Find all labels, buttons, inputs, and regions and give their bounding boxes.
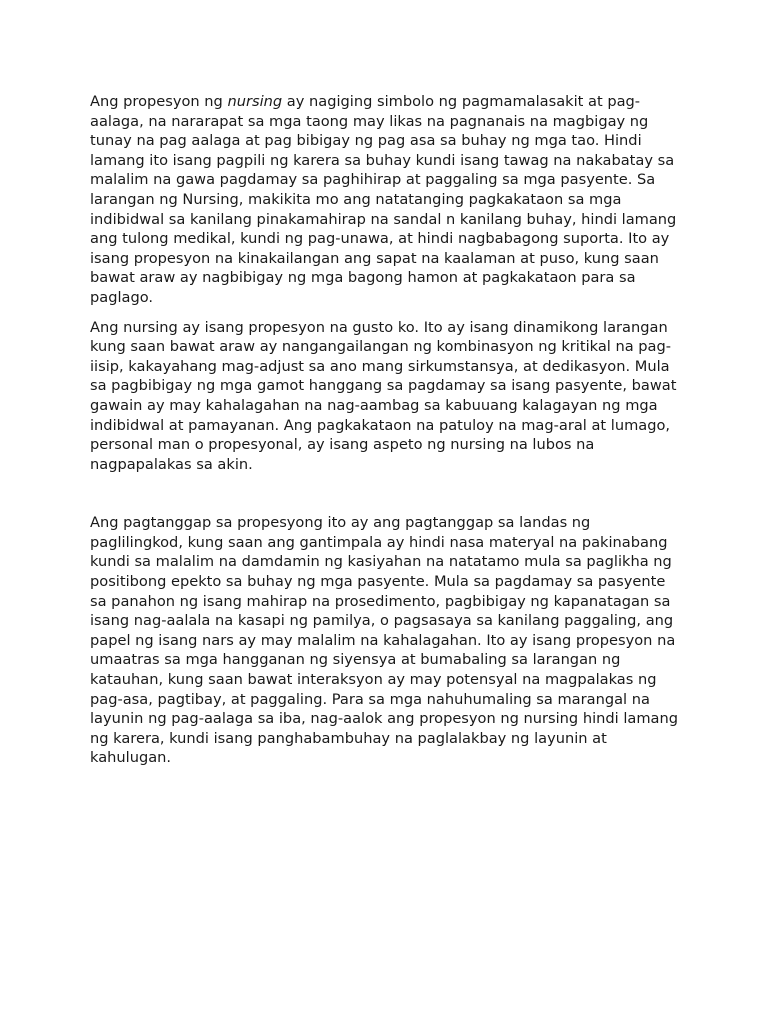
paragraph-2: Ang nursing ay isang propesyon na gusto ko. Ito ay isang dinamikong larangan kung saan bawat araw ay nangangailangan ng kombinasyon ng kritikal na pag-iisip, kakayahang mag-adjust sa ano mang sirkumstansya, at dedikasyon. Mula sa pagbibigay ng mga gamot hanggang sa pagdamay sa isang pasyente, bawat gawain ay may kahalagahan na nag-aambag sa kabuuang kalagayan ng mga indibidwal at pamayanan. Ang pagkakataon na patuloy na mag-aral at lumago, personal man o propesyonal, ay isang aspeto ng nursing na lubos na nagpapalakas sa akin. xyxy=(90,318,677,473)
paragraph-1-emphasis: nursing xyxy=(227,93,283,110)
paragraph-1 xyxy=(90,92,678,308)
paragraph-1-lead: Ang propesyon ng xyxy=(90,93,228,110)
paragraph-3: Ang pagtanggap sa propesyong ito ay ang pagtanggap sa landas ng paglilingkod, kung saan ang gantimpala ay hindi nasa materyal na pakinabang kundi sa malalim na damdamin ng kasiyahan na natatamo mula sa paglikha ng positibong epekto sa buhay ng mga pasyente. Mula sa pagdamay sa pasyente sa panahon ng isang mahirap na prosedimento, pagbibigay ng kapanatagan sa isang nag-aalala na kasapi ng pamilya, o pagsasaya sa kanilang paggaling, ang papel ng isang nars ay may malalim na kahalagahan. Ito ay isang propesyon na umaatras sa mga hangganan ng siyensya at bumabaling sa larangan ng katauhan, kung saan bawat interaksyon ay may potensyal na magpalakas ng pag-asa, pagtibay, at paggaling. Para sa mga nahuhumaling sa marangal na layunin ng pag-aalaga sa iba, nag-aalok ang propesyon ng nursing hindi lamang ng karera, kundi isang panghabambuhay na paglalakbay ng layunin at kahulugan. xyxy=(90,514,679,767)
document-body xyxy=(90,92,678,768)
paragraph-1-rest: ay nagiging simbolo ng pagmamalasakit at pag-aalaga, na nararapat sa mga taong may likas na pagnanais na magbigay ng tunay na pag aalaga at pag bibigay ng pag asa sa buhay ng mga tao. Hindi lamang ito isang pagpili ng karera sa buhay kundi isang tawag na nakabatay sa malalim na gawa pagdamay sa paghihirap at paggaling sa mga pasyente. Sa larangan ng Nursing, makikita mo ang natatanging pagkakataon sa mga indibidwal sa kanilang pinakamahirap na sandal n kanilang buhay, hindi lamang ang tulong medikal, kundi ng pag-unawa, at hindi nagbabagong suporta. Ito ay isang propesyon na kinakailangan ang sapat na kaalaman at puso, kung saan bawat araw ay nagbibigay ng mga bagong hamon at pagkakataon para sa paglago. xyxy=(90,93,677,306)
